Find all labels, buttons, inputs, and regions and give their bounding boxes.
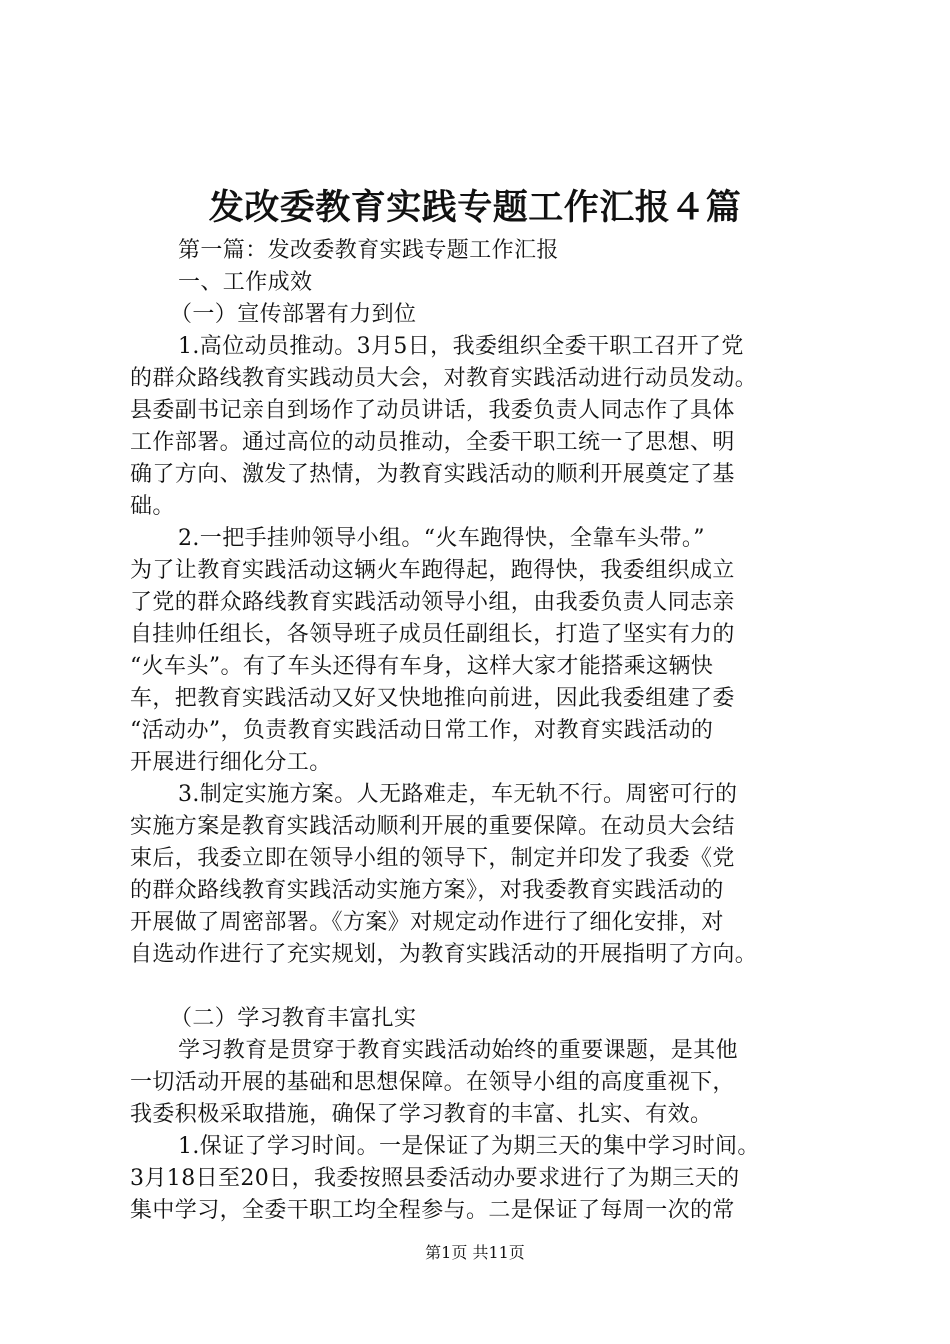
paragraph-line: 础。 <box>130 494 175 519</box>
paragraph-line: 2.一把手挂帅领导小组。“火车跑得快，全靠车头带。” <box>178 526 705 551</box>
document-title: 发改委教育实践专题工作汇报４篇 <box>208 187 742 228</box>
section-heading: 第一篇：发改委教育实践专题工作汇报 <box>178 238 559 263</box>
paragraph-line: “活动办”，负责教育实践活动日常工作，对教育实践活动的 <box>130 718 714 743</box>
paragraph-line: 县委副书记亲自到场作了动员讲话，我委负责人同志作了具体 <box>130 398 735 423</box>
paragraph-line: 开展做了周密部署。《方案》对规定动作进行了细化安排，对 <box>130 910 724 935</box>
paragraph-line: 学习教育是贯穿于教育实践活动始终的重要课题，是其他 <box>178 1038 739 1063</box>
blank-line <box>130 971 835 1003</box>
paragraph-line: 的群众路线教育实践动员大会，对教育实践活动进行动员发动。 <box>130 366 758 391</box>
subsection-heading: （二）学习教育丰富扎实 <box>170 1006 417 1031</box>
paragraph-line: 一切活动开展的基础和思想保障。在领导小组的高度重视下， <box>130 1070 735 1095</box>
page-footer: 第1页 共11页 <box>425 1243 525 1262</box>
paragraph-line: 为了让教育实践活动这辆火车跑得起，跑得快，我委组织成立 <box>130 558 735 583</box>
paragraph-line: 了党的群众路线教育实践活动领导小组，由我委负责人同志亲 <box>130 590 735 615</box>
document-body <box>130 235 835 1227</box>
paragraph-line: 3月18日至20日，我委按照县委活动办要求进行了为期三天的 <box>130 1166 740 1191</box>
paragraph-line: 集中学习，全委干职工均全程参与。二是保证了每周一次的常 <box>130 1198 735 1223</box>
paragraph-line: 实施方案是教育实践活动顺利开展的重要保障。在动员大会结 <box>130 814 735 839</box>
paragraph-line: 工作部署。通过高位的动员推动，全委干职工统一了思想、明 <box>130 430 735 455</box>
paragraph-line: 自选动作进行了充实规划，为教育实践活动的开展指明了方向。 <box>130 942 758 967</box>
subsection-heading: （一）宣传部署有力到位 <box>170 302 417 327</box>
paragraph-line: “火车头”。有了车头还得有车身，这样大家才能搭乘这辆快 <box>130 654 714 679</box>
section-heading: 一、工作成效 <box>178 270 313 295</box>
paragraph-line: 自挂帅任组长，各领导班子成员任副组长，打造了坚实有力的 <box>130 622 735 647</box>
paragraph-line: 的群众路线教育实践活动实施方案》，对我委教育实践活动的 <box>130 878 724 903</box>
paragraph-line: 1.高位动员推动。3月5日，我委组织全委干职工召开了党 <box>178 334 744 359</box>
paragraph-line: 3.制定实施方案。人无路难走，车无轨不行。周密可行的 <box>178 782 738 807</box>
paragraph-line: 车，把教育实践活动又好又快地推向前进，因此我委组建了委 <box>130 686 735 711</box>
paragraph-line: 我委积极采取措施，确保了学习教育的丰富、扎实、有效。 <box>130 1102 713 1127</box>
paragraph-line: 1.保证了学习时间。一是保证了为期三天的集中学习时间。 <box>178 1134 760 1159</box>
paragraph-line: 开展进行细化分工。 <box>130 750 332 775</box>
paragraph-line: 束后，我委立即在领导小组的领导下，制定并印发了我委《党 <box>130 846 735 871</box>
paragraph-line: 确了方向、激发了热情，为教育实践活动的顺利开展奠定了基 <box>130 462 735 487</box>
